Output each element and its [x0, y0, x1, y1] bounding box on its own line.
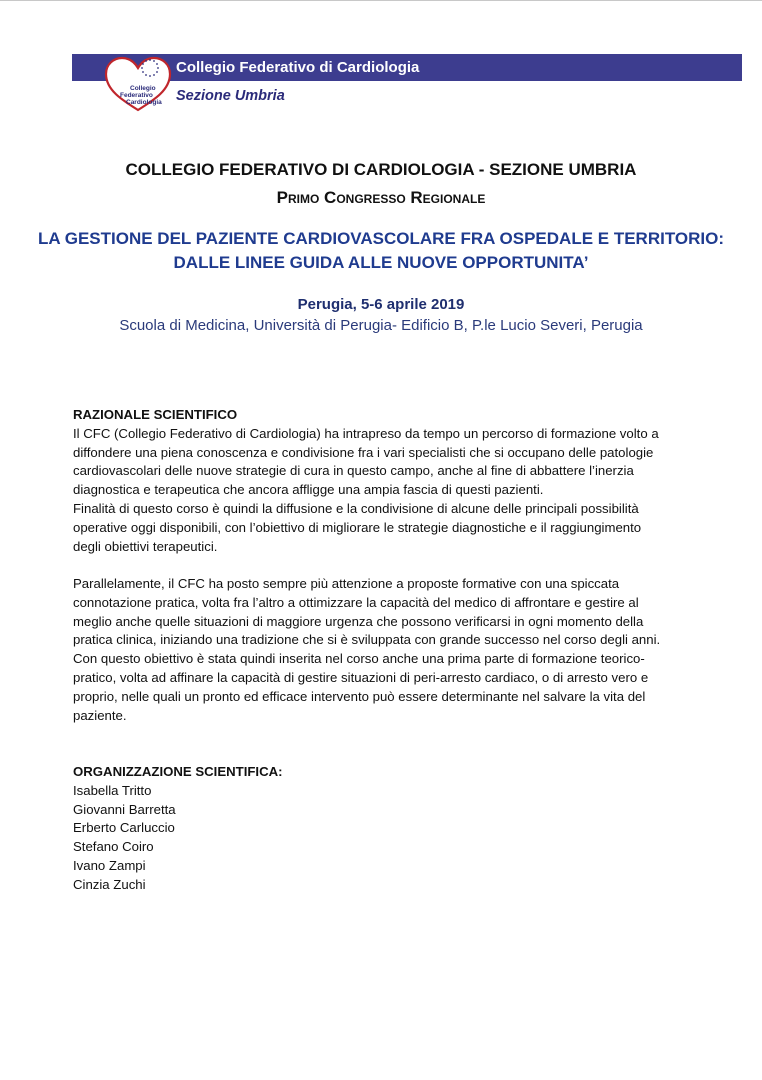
rationale-p1-line: Finalità di questo corso è quindi la diffusione e la condivisione di alcune delle principali possibilità: [73, 500, 639, 516]
logo-text-3: Cardiologia: [126, 99, 162, 106]
rationale-p1-line: Il CFC (Collegio Federativo di Cardiologia) ha intrapreso da tempo un percorso di formazione volto a: [73, 425, 659, 441]
rationale-p2-line: connotazione pratica, volta fra l’altro a ottimizzare la capacità del medico di affrontare e gestire al: [73, 594, 639, 610]
organizer-name: Giovanni Barretta: [73, 801, 176, 817]
organization-section: [73, 763, 283, 895]
organizer-name: Cinzia Zuchi: [73, 876, 146, 892]
rationale-p2-line: paziente.: [73, 707, 127, 723]
rationale-p2-line: pratica clinica, iniziando una tradizione che si è sviluppata con grande successo nel corso degli anni.: [73, 632, 661, 648]
rationale-p2-line: meglio anche quelle situazioni di maggiore urgenza che possono verificarsi in ogni momento della: [73, 613, 644, 629]
rationale-title: RAZIONALE SCIENTIFICO: [73, 407, 238, 422]
organizer-name: Stefano Coiro: [73, 839, 154, 855]
rationale-p2-line: pratico, volta ad affinare la capacità di gestire situazioni di peri-arresto cardiaco, o di arresto vero e: [73, 669, 649, 685]
logo-text-1: Collegio: [130, 85, 156, 92]
banner-subtitle: Sezione Umbria: [176, 88, 285, 104]
rationale-section: [73, 406, 713, 556]
rationale-p1-line: diffondere una piena conoscenza e condivisione fra i vari specialisti che si occupano delle patologie: [73, 444, 654, 460]
topic-line-2: DALLE LINEE GUIDA ALLE NUOVE OPPORTUNITA’: [173, 253, 589, 272]
rationale-p1-line: operative oggi disponibili, con l’obiettivo di migliorare le strategie diagnostiche e il raggiungimento: [73, 519, 642, 535]
event-date: Perugia, 5-6 aprile 2019: [297, 296, 465, 313]
main-heading: COLLEGIO FEDERATIVO DI CARDIOLOGIA - SEZIONE UMBRIA: [125, 160, 637, 179]
topic-line-1: LA GESTIONE DEL PAZIENTE CARDIOVASCOLARE FRA OSPEDALE E TERRITORIO:: [37, 229, 725, 248]
rationale-p1-line: cardiovascolari delle nuove strategie di cura in questo campo, anche al fine di abbattere l’inerzia: [73, 463, 634, 479]
cfc-logo: [104, 54, 172, 114]
rationale-p2-line: Con questo obiettivo è stata quindi inserita nel corso anche una prima parte di formazione teorico-: [73, 651, 645, 667]
rationale-paragraph-2: [73, 575, 713, 725]
organizer-name: Isabella Tritto: [73, 782, 152, 798]
logo-text-2: Federativo: [120, 92, 153, 99]
event-venue: Scuola di Medicina, Università di Perugia- Edificio B, P.le Lucio Severi, Perugia: [119, 317, 643, 334]
rationale-p1-line: degli obiettivi terapeutici.: [73, 538, 218, 554]
organization-title: ORGANIZZAZIONE SCIENTIFICA:: [73, 764, 283, 779]
heart-logo-icon: [104, 54, 172, 114]
organizer-name: Erberto Carluccio: [73, 820, 175, 836]
rationale-p1-line: diagnostica e terapeutica che ancora affligge una ampia fascia di questi pazienti.: [73, 482, 544, 498]
banner-title: Collegio Federativo di Cardiologia: [176, 59, 420, 76]
rationale-p2-line: proprio, nelle quali un pronto ed efficace intervento può essere determinante nel salvare la vita del: [73, 688, 646, 704]
organizer-name: Ivano Zampi: [73, 857, 146, 873]
top-border: [0, 0, 762, 1]
sub-heading: Primo Congresso Regionale: [276, 188, 486, 207]
rationale-p2-line: Parallelamente, il CFC ha posto sempre più attenzione a proposte formative con una spiccata: [73, 576, 620, 591]
